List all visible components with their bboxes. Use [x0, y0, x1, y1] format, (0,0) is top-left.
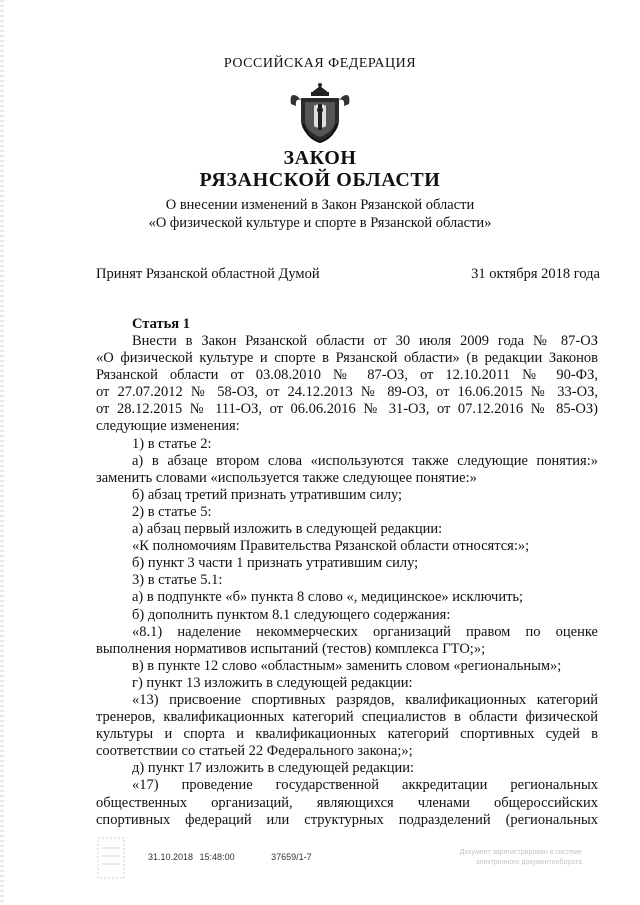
article-line: общественных организаций, являющихся членами общероссийских: [96, 794, 598, 811]
article-line: а) в подпункте «б» пункта 8 слово «, медицинское» исключить;: [132, 589, 524, 606]
article-line: выполнения нормативов испытаний (тестов) комплекса ГТО;»;: [96, 640, 486, 657]
country-heading: РОССИЙСКАЯ ФЕДЕРАЦИЯ: [223, 56, 417, 71]
article-line: Рязанской области от 03.08.2010 № 87-ОЗ, от 12.10.2011 № 90-ФЗ,: [96, 367, 598, 384]
accepted-date: 31 октября 2018 года: [471, 266, 600, 282]
article-line: а) в абзаце втором слова «используются также следующие понятия:»: [132, 452, 598, 469]
article-line: 3) в статье 5.1:: [132, 572, 223, 589]
ryazan-coat-of-arms-icon: [287, 80, 353, 144]
accepted-by: Принят Рязанской областной Думой: [96, 266, 320, 282]
article-line: культуры и спорта и квалификационных категорий спортивных судей в: [96, 726, 598, 743]
article-line: а) абзац первый изложить в следующей редакции:: [132, 521, 443, 538]
registration-stamp-icon: [96, 836, 126, 880]
article-line: 2) в статье 5:: [132, 503, 212, 520]
scan-edge: [0, 0, 4, 905]
article-line: «17) проведение государственной аккредитации региональных: [132, 777, 598, 794]
article-line: в) в пункте 12 слово «областным» заменить словом «региональным»;: [132, 657, 562, 674]
article-line: б) абзац третий признать утратившим силу;: [132, 486, 403, 503]
article-title: Статья 1: [132, 316, 190, 332]
article-line: б) пункт 3 части 1 признать утратившим силу;: [132, 555, 419, 572]
article-line: «8.1) наделение некоммерческих организаций правом по оценке: [132, 623, 598, 640]
article-line: следующие изменения:: [96, 418, 240, 435]
article-body: [96, 333, 598, 829]
footer-datetime: 31.10.2018 15:48:00: [148, 852, 235, 862]
article-line: б) дополнить пунктом 8.1 следующего содержания:: [132, 606, 451, 623]
edo-watermark: [452, 848, 582, 868]
article-line: д) пункт 17 изложить в следующей редакции:: [132, 760, 414, 777]
footer-doc-id: 37659/1-7: [271, 852, 312, 862]
article-line: г) пункт 13 изложить в следующей редакции:: [132, 674, 413, 691]
article-line: «13) присвоение спортивных разрядов, квалификационных категорий: [132, 691, 598, 708]
footer-registration: [148, 852, 312, 862]
watermark-line-2: электронного документооборота: [476, 859, 582, 866]
law-title: ЗАКОН: [283, 147, 357, 169]
article-line: спортивных федераций или структурных подразделений (региональных: [96, 811, 598, 828]
article-line: Внести в Закон Рязанской области от 30 июля 2009 года № 87-ОЗ: [132, 333, 598, 349]
law-subtitle-line-1: О внесении изменений в Закон Рязанской области: [165, 197, 475, 213]
article-line: от 27.07.2012 № 58-ОЗ, от 24.12.2013 № 89-ОЗ, от 16.06.2015 № 33-ОЗ,: [96, 384, 598, 401]
watermark-line-1: Документ зарегистрирован в системе: [459, 849, 582, 856]
article-line: «О физической культуре и спорте в Рязанской области» (в редакции Законов: [96, 350, 598, 367]
accepted-row: [96, 266, 600, 283]
article-line: «К полномочиям Правительства Рязанской области относятся:»;: [132, 538, 530, 555]
article-line: соответствии со статьей 22 Федерального закона;»;: [96, 743, 413, 760]
article-line: 1) в статье 2:: [132, 435, 212, 452]
article-line: тренеров, квалификационных категорий специалистов в области физической: [96, 709, 598, 726]
law-title-region: РЯЗАНСКОЙ ОБЛАСТИ: [199, 169, 441, 191]
article-line: заменить словами «используется также следующее понятие:»: [96, 469, 477, 486]
law-subtitle-line-2: «О физической культуре и спорте в Рязанской области»: [148, 215, 492, 231]
article-line: от 28.12.2015 № 111-ОЗ, от 06.06.2016 № 31-ОЗ, от 07.12.2016 № 85-ОЗ): [96, 401, 598, 418]
